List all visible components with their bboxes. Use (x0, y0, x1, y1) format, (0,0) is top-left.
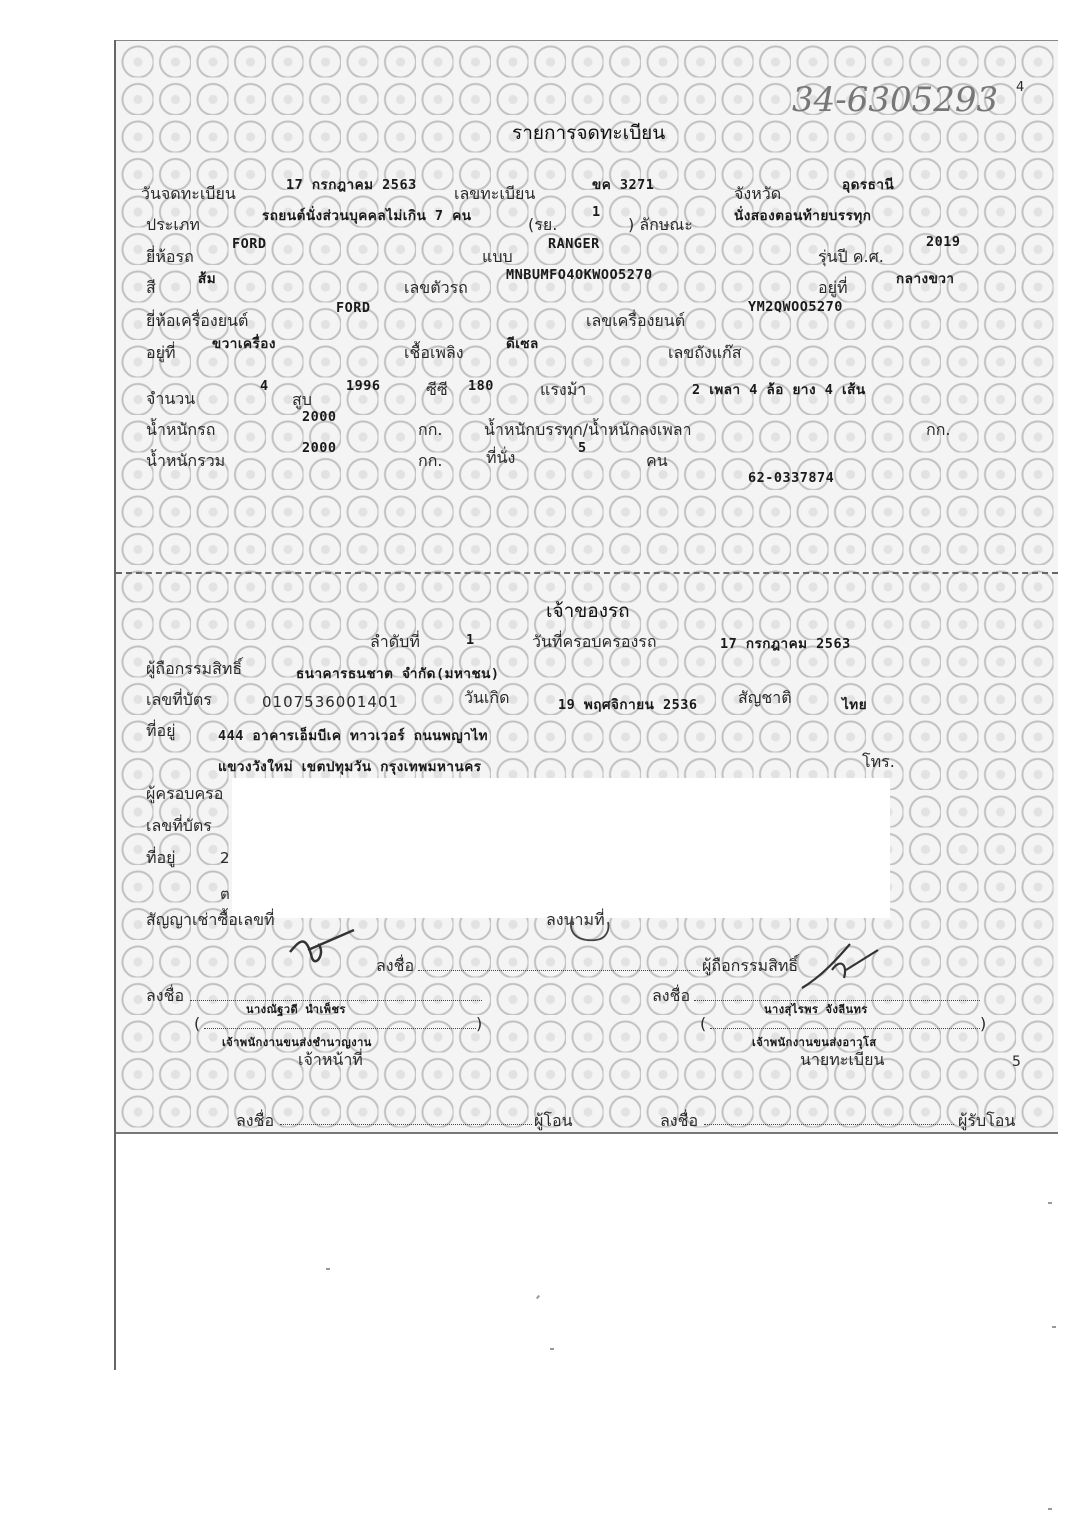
footer-sign-right-line (704, 1124, 954, 1125)
id-number: 0107536001401 (262, 693, 400, 711)
possessor-label: ผู้ครอบครอ (146, 784, 224, 803)
left-sign-label: ลงชื่อ (146, 986, 185, 1005)
brand: FORD (232, 236, 267, 252)
count-label: จำนวน (146, 389, 196, 408)
footer-grantee-label: ผู้รับโอน (958, 1111, 1016, 1130)
year-label: รุ่นปี ค.ศ. (818, 247, 884, 266)
address-line-2: แขวงวังใหม่ เขตปทุมวัน กรุงเทพมหานคร (218, 759, 482, 775)
scan-speck (536, 1295, 540, 1299)
page-number: 5 (1012, 1054, 1021, 1070)
scan-speck (1052, 1326, 1056, 1328)
persons-label: คน (646, 451, 668, 470)
reg-date-label: วันจดทะเบียน (141, 184, 236, 203)
chassis-loc-label: อยู่ที่ (818, 278, 848, 297)
hp-label: แรงม้า (540, 380, 587, 399)
engine-no-label: เลขเครื่องยนต์ (586, 311, 686, 330)
scan-speck (1048, 1508, 1052, 1510)
footer-grantor-label: ผู้โอน (534, 1111, 573, 1130)
province-label: จังหวัด (734, 184, 782, 203)
phone-label: โทร. (862, 752, 895, 771)
left-paren-close: ) (476, 1014, 483, 1033)
cc-label: ซีซี (426, 380, 448, 399)
left-officer-position: เจ้าพนักงานขนส่งชำนาญงาน (222, 1036, 372, 1049)
left-paren-open: ( (194, 1014, 201, 1033)
signature-scribble-left (282, 912, 362, 970)
cyl-label: สูบ (292, 390, 312, 409)
chassis-location: กลางขวา (896, 271, 955, 287)
footer-sign-left-label: ลงชื่อ (236, 1111, 275, 1130)
right-officer-position: เจ้าพนักงานขนส่งอาวุโส (752, 1036, 877, 1049)
left-officer-name: นางณัฐวดี นำเพ็ชร (246, 1003, 346, 1016)
address-label: ที่อยู่ (146, 721, 176, 740)
possessor-address-start: 2 (220, 849, 230, 867)
signature-scribble-right-top (792, 940, 884, 996)
kg-label-2: กก. (926, 420, 951, 439)
load-label: น้ำหนักบรรทุก/น้ำหนักลงเพลา (484, 420, 692, 439)
seats: 5 (578, 440, 587, 456)
nationality: ไทย (842, 697, 868, 713)
left-name-line (204, 1028, 476, 1029)
scan-speck (326, 1268, 330, 1270)
plate-label: เลขทะเบียน (454, 184, 536, 203)
right-officer-role: นายทะเบียน (800, 1050, 885, 1069)
footer-sign-right-label: ลงชื่อ (660, 1111, 699, 1130)
id-label: เลขที่บัตร (146, 690, 212, 709)
right-paren-open: ( (700, 1014, 707, 1033)
hire-purchase-sign-label: ลงนามที่ (546, 910, 605, 929)
kg-label-3: กก. (418, 451, 443, 470)
footer-sign-left-line (280, 1124, 532, 1125)
engine-brand: FORD (336, 300, 371, 316)
ry-value: 1 (592, 204, 601, 220)
address-line-1: 444 อาคารเอ็มบีเค ทาวเวอร์ ถนนพญาไท (218, 728, 489, 744)
weight-label: น้ำหนักรถ (146, 420, 216, 439)
owner-title: เจ้าของรถ (546, 600, 630, 622)
seats-label: ที่นั่ง (486, 448, 516, 467)
color-label: สี (146, 278, 156, 297)
redaction-box (232, 778, 890, 918)
model: RANGER (548, 236, 600, 252)
right-sign-label: ลงชื่อ (652, 986, 691, 1005)
gas-tank-label: เลขถังแก๊ส (668, 343, 742, 362)
chassis-label: เลขตัวรถ (404, 278, 468, 297)
horsepower: 180 (468, 378, 494, 394)
holder-name: ธนาคารธนชาต จำกัด(มหาชน) (296, 666, 500, 682)
model-year: 2019 (926, 234, 961, 250)
scan-speck (550, 1348, 554, 1350)
vehicle-weight: 2000 (302, 409, 337, 425)
vehicle-type: รถยนต์นั่งส่วนบุคคลไม่เกิน 7 คน (262, 208, 472, 224)
color: ส้ม (198, 271, 217, 287)
handwritten-number: 34-6305293 (792, 80, 999, 120)
right-officer-name: นางสุไรพร จังลีนทร (764, 1003, 868, 1016)
dob-label: วันเกิด (464, 688, 510, 707)
type-label: ประเภท (146, 215, 200, 234)
model-label: แบบ (482, 247, 513, 266)
reg-date: 17 กรกฎาคม 2563 (286, 177, 417, 193)
gross-label: น้ำหนักรวม (146, 451, 226, 470)
page-left-edge (114, 40, 116, 1370)
right-name-line (710, 1028, 980, 1029)
section-separator (116, 572, 1058, 574)
engine-brand-label: ยี่ห้อเครื่องยนต์ (146, 311, 249, 330)
hp-sign-scribble (566, 912, 616, 948)
engine-cc: 1996 (346, 378, 381, 394)
left-officer-role: เจ้าหน้าที่ (298, 1050, 363, 1069)
hire-purchase-label: สัญญาเช่าซื้อเลขที่ (146, 910, 275, 929)
chassis-number: MNBUMFO4OKWOO5270 (506, 267, 653, 283)
holder-sign-label: ลงชื่อ (376, 956, 415, 975)
holder-sign-line (418, 970, 700, 971)
possession-date: 17 กรกฎาคม 2563 (720, 636, 851, 652)
date-of-birth: 19 พฤศจิกายน 2536 (558, 697, 698, 713)
holder-sig-role-label: ผู้ถือกรรมสิทธิ์ (702, 956, 799, 975)
serial-number: 62-0337874 (748, 470, 835, 486)
engine-location: ขวาเครื่อง (212, 336, 276, 352)
scan-speck (1048, 1202, 1052, 1204)
vehicle-style: นั่งสองตอนท้ายบรรทุก (734, 208, 872, 224)
order: 1 (466, 632, 475, 648)
handwritten-suffix: 4 (1016, 80, 1025, 95)
possession-date-label: วันที่ครอบครองรถ (532, 632, 657, 651)
page-top-edge (116, 40, 1058, 41)
registration-title: รายการจดทะเบียน (512, 122, 666, 144)
order-label: ลำดับที่ (370, 632, 420, 651)
possessor-address-line2-start: ต (220, 885, 230, 903)
kg-label-1: กก. (418, 420, 443, 439)
nationality-label: สัญชาติ (738, 688, 792, 707)
holder-label: ผู้ถือกรรมสิทธิ์ (146, 659, 243, 678)
axles-wheels: 2 เพลา 4 ล้อ ยาง 4 เส้น (692, 382, 866, 398)
ry-label: (รย. (528, 215, 558, 234)
registration-document-page (116, 40, 1058, 1132)
possessor-id-label: เลขที่บัตร (146, 816, 212, 835)
possessor-address-label: ที่อยู่ (146, 848, 176, 867)
fuel-label: เชื้อเพลิง (404, 343, 464, 362)
gross-weight: 2000 (302, 440, 337, 456)
plate: ขค 3271 (592, 177, 655, 193)
brand-label: ยี่ห้อรถ (146, 247, 194, 266)
fuel: ดีเซล (506, 336, 539, 352)
style-label: ) ลักษณะ (628, 215, 693, 234)
cylinders: 4 (260, 378, 269, 394)
engine-number: YM2QWOO5270 (748, 299, 843, 315)
province: อุดรธานี (842, 177, 895, 193)
right-paren-close: ) (980, 1014, 987, 1033)
engine-loc-label: อยู่ที่ (146, 343, 176, 362)
